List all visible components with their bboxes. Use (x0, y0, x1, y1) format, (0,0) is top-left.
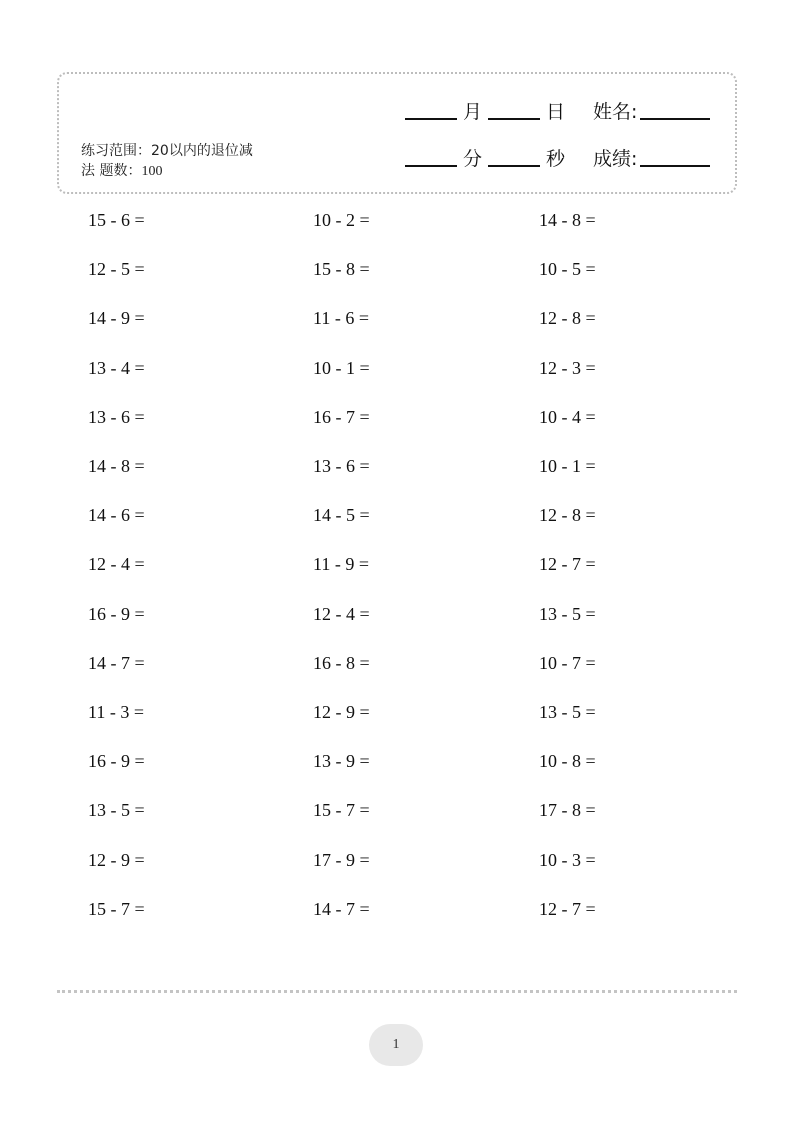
problem-item: 12 - 7 = (539, 898, 596, 919)
problem-item: 12 - 4 = (88, 554, 145, 575)
problem-item: 12 - 4 = (313, 603, 370, 624)
problem-item: 13 - 5 = (539, 603, 596, 624)
problem-item: 16 - 9 = (88, 751, 145, 772)
problem-item: 15 - 6 = (88, 210, 145, 230)
problem-item: 12 - 9 = (88, 849, 145, 870)
range-line-1: 练习范围：20以内的退位减 (81, 143, 253, 159)
problem-item: 14 - 7 = (313, 898, 370, 919)
problem-item: 10 - 1 = (313, 357, 370, 378)
problem-item: 12 - 5 = (88, 259, 145, 280)
problem-item: 14 - 9 = (88, 308, 145, 329)
question-count: 100 (141, 164, 163, 179)
problem-item: 11 - 6 = (313, 308, 369, 329)
problem-item: 13 - 5 = (539, 702, 596, 722)
problem-item: 14 - 8 = (539, 210, 596, 230)
problem-item: 15 - 8 = (313, 259, 370, 280)
problem-item: 10 - 5 = (539, 259, 596, 280)
problem-item: 10 - 7 = (539, 652, 596, 673)
problem-item: 16 - 9 = (88, 603, 145, 624)
problem-item: 10 - 3 = (539, 849, 596, 870)
second-label: 秒 (546, 148, 566, 170)
name-label: 姓名: (593, 101, 638, 123)
problem-item: 13 - 6 = (313, 456, 370, 476)
problem-item: 10 - 8 = (539, 751, 596, 772)
problem-item: 17 - 9 = (313, 849, 370, 870)
range-line-2-text: 法 题数： (81, 163, 142, 179)
problem-item: 11 - 3 = (88, 702, 144, 722)
day-label: 日 (546, 101, 566, 123)
problem-item: 14 - 8 = (88, 456, 145, 476)
problem-item: 12 - 8 = (539, 308, 596, 329)
problem-item: 16 - 8 = (313, 652, 370, 673)
minute-label: 分 (463, 148, 483, 170)
month-label: 月 (463, 101, 483, 123)
problem-item: 14 - 6 = (88, 505, 145, 526)
page-number: 1 (392, 1037, 400, 1052)
problem-item: 14 - 5 = (313, 505, 370, 526)
page-number-badge (369, 1024, 423, 1066)
problem-item: 12 - 7 = (539, 554, 596, 575)
problem-item: 15 - 7 = (88, 898, 145, 919)
problem-item: 12 - 9 = (313, 702, 370, 722)
problem-item: 12 - 3 = (539, 357, 596, 378)
problem-item: 10 - 4 = (539, 406, 596, 427)
problem-item: 11 - 9 = (313, 554, 369, 575)
problem-item: 16 - 7 = (313, 406, 370, 427)
problem-item: 15 - 7 = (313, 800, 370, 821)
problem-item: 10 - 1 = (539, 456, 596, 476)
footer-divider (57, 990, 737, 993)
problem-item: 17 - 8 = (539, 800, 596, 821)
problem-item: 14 - 7 = (88, 652, 145, 673)
score-label: 成绩: (593, 148, 638, 170)
problem-item: 10 - 2 = (313, 210, 370, 230)
problem-item: 13 - 4 = (88, 357, 145, 378)
problem-item: 12 - 8 = (539, 505, 596, 526)
problem-item: 13 - 9 = (313, 751, 370, 772)
problem-item: 13 - 6 = (88, 406, 145, 427)
problem-item: 13 - 5 = (88, 800, 145, 821)
